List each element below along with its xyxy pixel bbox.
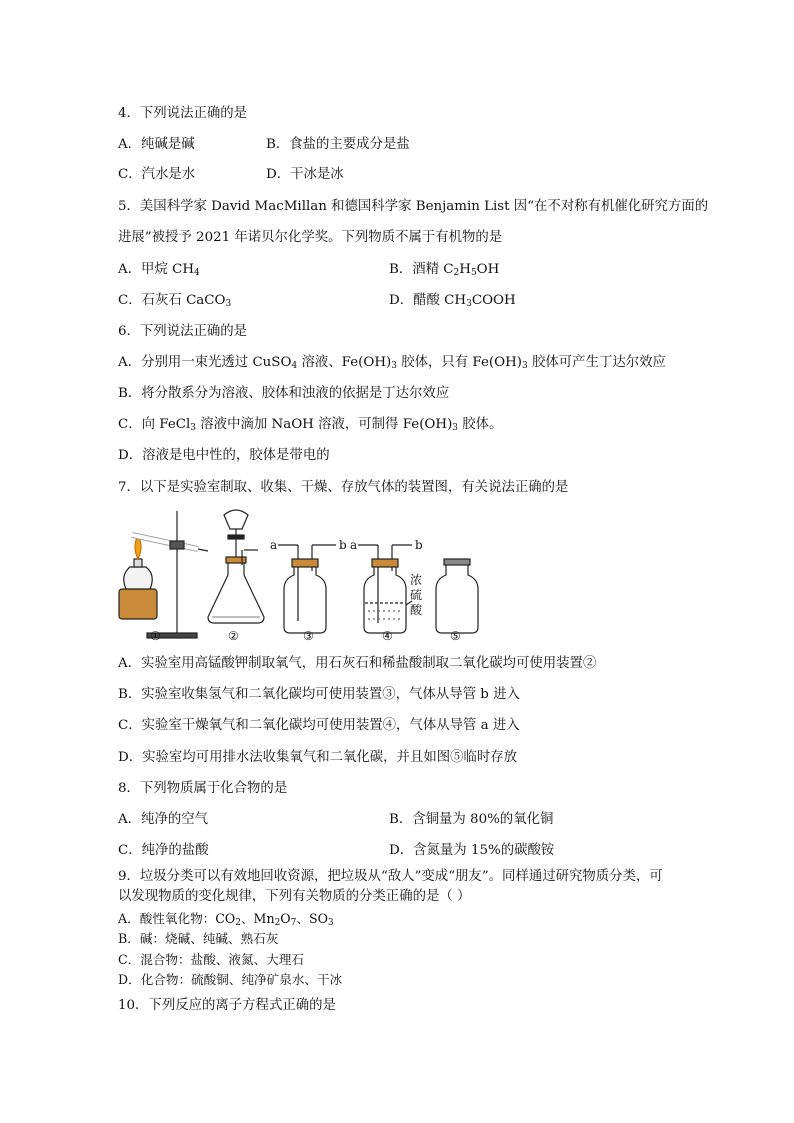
q5-option-a: A．甲烷 $CH_4$ [118,262,200,278]
apparatus-drawing [112,505,492,645]
q6-option-d: D．溶液是电中性的，胶体是带电的 [118,448,330,463]
q6-option-b: B．将分散系分为溶液、胶体和浊液的依据是丁达尔效应 [118,386,450,401]
apparatus-5 [436,559,478,633]
q9-option-d: D．化合物：硫酸铜、纯净矿泉水、干冰 [118,972,343,987]
q5-stem-line1: 5．美国科学家 David MacMillan 和德国科学家 Benjamin List 因“在不对称有机催化研究方面的 [118,199,709,214]
q8-option-a: A．纯净的空气 [118,812,209,827]
apparatus-4 [358,545,412,633]
q8-option-c: C．纯净的盐酸 [118,843,209,858]
q5-option-c: C．石灰石 CaCO$_3$ [118,293,232,309]
apparatus-figure [112,505,492,645]
q9-stem-line2: 以发现物质的变化规律，下列有关物质的分类正确的是（ ） [118,889,471,904]
acid-label-2: 硫 [410,588,423,602]
q8-stem: 8．下列物质属于化合物的是 [118,781,288,796]
pipe-a-label-3: a [270,538,278,552]
fig-label-4: ④ [382,629,393,643]
q7-option-d: D．实验室均可用排水法收集氧气和二氧化碳，并且如图⑤临时存放 [118,750,518,765]
pipe-b-label-4: b [415,538,423,552]
q7-option-c: C．实验室干燥氧气和二氧化碳均可使用装置④，气体从导管 a 进入 [118,718,520,733]
fig-label-1: ① [150,629,161,643]
q4-option-d: D．干冰是冰 [266,167,344,182]
acid-label-1: 浓 [410,573,423,587]
q7-option-b: B．实验室收集氢气和二氧化碳均可使用装置③，气体从导管 b 进入 [118,687,520,702]
q5-stem-line2: 进展”被授予 2021 年诺贝尔化学奖。下列物质不属于有机物的是 [118,230,503,245]
q9-stem-line1: 9．垃圾分类可以有效地回收资源，把垃圾从“敌人”变成“朋友”。同样通过研究物质分类，可 [118,869,663,884]
q8-option-d: D．含氮量为 15%的碳酸铵 [389,843,555,858]
fig-label-3: ③ [303,629,314,643]
q9-option-a: A．酸性氧化物：$CO_2$、$Mn_2O_7$、$SO_3$ [118,911,334,928]
pipe-a-label-4: a [350,538,358,552]
apparatus-2 [208,510,264,623]
acid-label-3: 酸 [410,603,423,617]
q6-stem: 6．下列说法正确的是 [118,324,248,339]
q4-option-b: B．食盐的主要成分是盐 [266,137,410,152]
apparatus-3 [278,545,336,633]
q6-option-a: A．分别用一束光透过 CuSO$_4$ 溶液、$Fe(OH)_3$ 胶体，只有 $Fe(OH)_3$ 胶体可产生丁达尔效应 [118,355,666,371]
apparatus-1 [119,511,208,638]
q7-stem: 7．以下是实验室制取、收集、干燥、存放气体的装置图，有关说法正确的是 [118,480,569,495]
q5-option-d: D．醋酸 $CH_3COOH$ [389,293,516,309]
q4-option-c: C．汽水是水 [118,167,196,182]
q6-option-c: C．向 FeCl$_3$ 溶液中滴加 NaOH 溶液，可制得 $Fe(OH)_3$ 胶体。 [118,417,503,433]
q5-option-b: B．酒精 $C_2H_5OH$ [389,262,500,278]
pipe-b-label-3: b [339,538,347,552]
q7-option-a: A．实验室用高锰酸钾制取氧气，用石灰石和稀盐酸制取二氧化碳均可使用装置② [118,656,597,671]
q4-stem: 4．下列说法正确的是 [118,106,248,121]
q9-option-c: C．混合物：盐酸、液氮、大理石 [118,952,304,967]
fig-label-2: ② [228,629,239,643]
q4-option-a: A．纯碱是碱 [118,137,195,152]
q8-option-b: B．含铜量为 80%的氧化铜 [389,812,554,827]
q9-option-b: B．碱：烧碱、纯碱、熟石灰 [118,931,279,946]
q10-stem: 10．下列反应的离子方程式正确的是 [118,998,336,1013]
fig-label-5: ⑤ [450,629,461,643]
